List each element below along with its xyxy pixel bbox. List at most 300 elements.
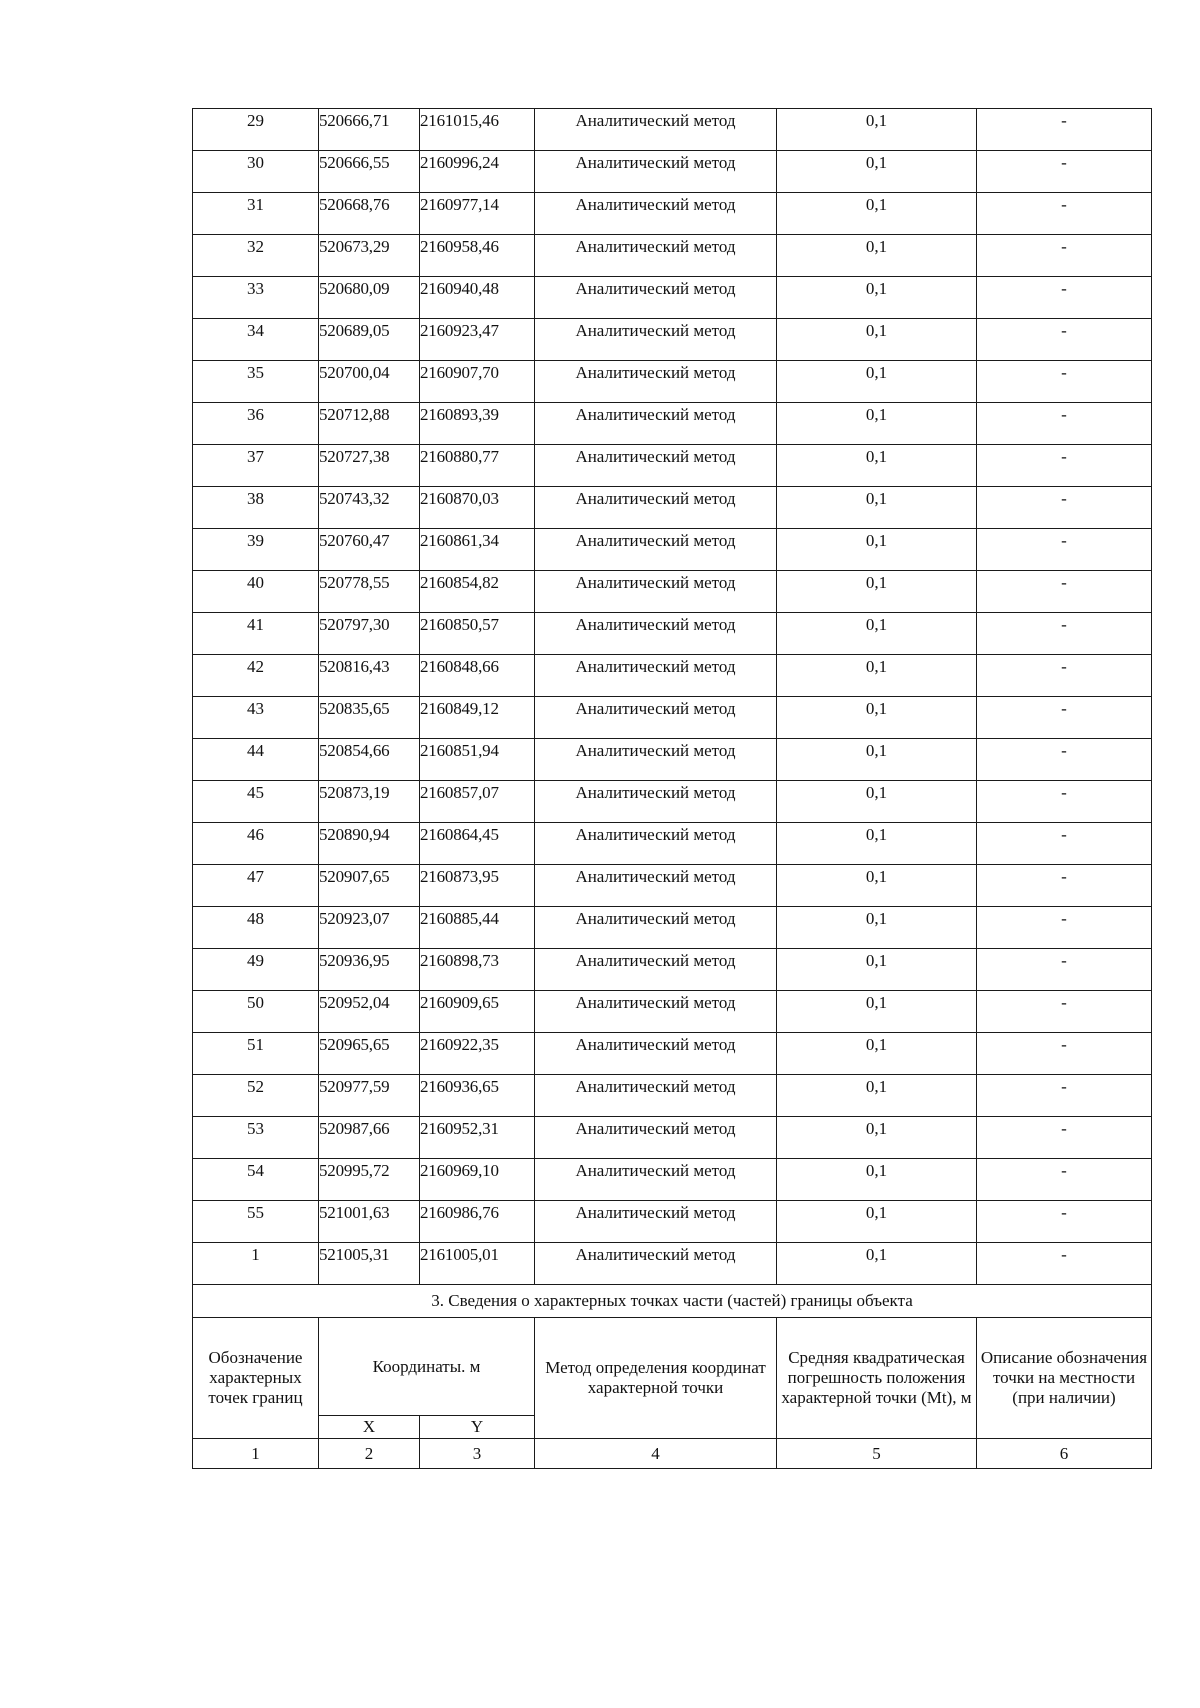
description-cell bbox=[977, 235, 1152, 277]
accuracy-cell-text: 0,1 bbox=[865, 1119, 888, 1138]
point-number bbox=[193, 193, 319, 235]
point-number bbox=[193, 361, 319, 403]
coordinate-y-text: 2160923,47 bbox=[420, 321, 499, 340]
description-cell bbox=[977, 361, 1152, 403]
coordinate-y-text: 2160870,03 bbox=[420, 489, 499, 508]
method-cell bbox=[535, 1243, 777, 1285]
method-cell-text: Аналитический метод bbox=[575, 1161, 736, 1180]
coordinate-x-text: 520668,76 bbox=[319, 195, 390, 214]
method-cell-text: Аналитический метод bbox=[575, 573, 736, 592]
table-row bbox=[193, 907, 1152, 949]
column-number: 5 bbox=[777, 1439, 977, 1469]
coordinate-x bbox=[319, 1075, 420, 1117]
description-cell-text: - bbox=[1061, 1119, 1067, 1138]
description-cell bbox=[977, 403, 1152, 445]
point-number bbox=[193, 865, 319, 907]
coordinate-y-text: 2160857,07 bbox=[420, 783, 499, 802]
description-cell-text: - bbox=[1061, 615, 1067, 634]
description-cell bbox=[977, 1075, 1152, 1117]
coordinate-y-text: 2160952,31 bbox=[420, 1119, 499, 1138]
point-number bbox=[193, 697, 319, 739]
coordinate-x-text: 520923,07 bbox=[319, 909, 390, 928]
method-cell bbox=[535, 991, 777, 1033]
method-cell-text: Аналитический метод bbox=[575, 951, 736, 970]
header-description: Описание обозначения точки на местности (при наличии) bbox=[977, 1318, 1152, 1439]
table-row bbox=[193, 571, 1152, 613]
coordinate-y-text: 2160864,45 bbox=[420, 825, 499, 844]
point-number bbox=[193, 319, 319, 361]
accuracy-cell bbox=[777, 823, 977, 865]
coordinate-x bbox=[319, 1159, 420, 1201]
coordinate-y-text: 2160861,34 bbox=[420, 531, 499, 550]
coordinate-x-text: 521005,31 bbox=[319, 1245, 390, 1264]
coordinate-x-text: 520987,66 bbox=[319, 1119, 390, 1138]
section3-header-row bbox=[193, 1318, 1152, 1416]
coordinate-x bbox=[319, 1117, 420, 1159]
section3-table-body bbox=[193, 1285, 1152, 1469]
method-cell bbox=[535, 865, 777, 907]
method-cell-text: Аналитический метод bbox=[575, 615, 736, 634]
method-cell-text: Аналитический метод bbox=[575, 237, 736, 256]
accuracy-cell-text: 0,1 bbox=[865, 573, 888, 592]
accuracy-cell-text: 0,1 bbox=[865, 1077, 888, 1096]
accuracy-cell bbox=[777, 1033, 977, 1075]
coordinate-x-text: 520689,05 bbox=[319, 321, 390, 340]
method-cell bbox=[535, 1075, 777, 1117]
coordinate-x bbox=[319, 655, 420, 697]
point-number-text: 35 bbox=[247, 363, 264, 382]
description-cell bbox=[977, 1243, 1152, 1285]
point-number-text: 36 bbox=[247, 405, 264, 424]
coordinate-y bbox=[420, 319, 535, 361]
point-number-text: 38 bbox=[247, 489, 264, 508]
description-cell bbox=[977, 781, 1152, 823]
accuracy-cell bbox=[777, 865, 977, 907]
coordinate-y bbox=[420, 235, 535, 277]
table-row bbox=[193, 1159, 1152, 1201]
description-cell-text: - bbox=[1061, 237, 1067, 256]
coordinate-x-text: 520712,88 bbox=[319, 405, 390, 424]
coordinate-x bbox=[319, 949, 420, 991]
point-number bbox=[193, 487, 319, 529]
method-cell bbox=[535, 487, 777, 529]
method-cell bbox=[535, 1201, 777, 1243]
coordinate-y-text: 2160986,76 bbox=[420, 1203, 499, 1222]
point-number bbox=[193, 1117, 319, 1159]
method-cell-text: Аналитический метод bbox=[575, 1245, 736, 1264]
accuracy-cell bbox=[777, 1243, 977, 1285]
accuracy-cell-text: 0,1 bbox=[865, 531, 888, 550]
header-method: Метод определения координат характерной точки bbox=[535, 1318, 777, 1439]
point-number bbox=[193, 109, 319, 151]
description-cell-text: - bbox=[1061, 993, 1067, 1012]
description-cell bbox=[977, 865, 1152, 907]
accuracy-cell-text: 0,1 bbox=[865, 363, 888, 382]
method-cell-text: Аналитический метод bbox=[575, 1035, 736, 1054]
method-cell bbox=[535, 907, 777, 949]
point-number-text: 46 bbox=[247, 825, 264, 844]
coordinate-y bbox=[420, 865, 535, 907]
method-cell-text: Аналитический метод bbox=[575, 657, 736, 676]
description-cell bbox=[977, 277, 1152, 319]
accuracy-cell bbox=[777, 361, 977, 403]
coordinate-x bbox=[319, 865, 420, 907]
coordinate-x-text: 520965,65 bbox=[319, 1035, 390, 1054]
table-row bbox=[193, 487, 1152, 529]
accuracy-cell-text: 0,1 bbox=[865, 951, 888, 970]
coordinate-y bbox=[420, 487, 535, 529]
coordinate-y-text: 2160907,70 bbox=[420, 363, 499, 382]
coordinate-y bbox=[420, 991, 535, 1033]
coordinate-y-text: 2160922,35 bbox=[420, 1035, 499, 1054]
method-cell-text: Аналитический метод bbox=[575, 279, 736, 298]
method-cell bbox=[535, 823, 777, 865]
table-row bbox=[193, 1075, 1152, 1117]
description-cell-text: - bbox=[1061, 1077, 1067, 1096]
method-cell-text: Аналитический метод bbox=[575, 111, 736, 130]
accuracy-cell bbox=[777, 193, 977, 235]
accuracy-cell bbox=[777, 739, 977, 781]
description-cell bbox=[977, 151, 1152, 193]
method-cell-text: Аналитический метод bbox=[575, 1077, 736, 1096]
table-row bbox=[193, 403, 1152, 445]
coordinate-y bbox=[420, 529, 535, 571]
description-cell bbox=[977, 319, 1152, 361]
method-cell bbox=[535, 697, 777, 739]
point-number-text: 40 bbox=[247, 573, 264, 592]
coordinate-y-text: 2160936,65 bbox=[420, 1077, 499, 1096]
method-cell-text: Аналитический метод bbox=[575, 405, 736, 424]
description-cell bbox=[977, 1033, 1152, 1075]
table-row bbox=[193, 865, 1152, 907]
table-row bbox=[193, 991, 1152, 1033]
description-cell-text: - bbox=[1061, 783, 1067, 802]
method-cell bbox=[535, 109, 777, 151]
accuracy-cell-text: 0,1 bbox=[865, 447, 888, 466]
description-cell bbox=[977, 991, 1152, 1033]
method-cell bbox=[535, 1117, 777, 1159]
accuracy-cell bbox=[777, 907, 977, 949]
method-cell-text: Аналитический метод bbox=[575, 993, 736, 1012]
table-row bbox=[193, 319, 1152, 361]
method-cell-text: Аналитический метод bbox=[575, 363, 736, 382]
coordinate-x-text: 520816,43 bbox=[319, 657, 390, 676]
table-row bbox=[193, 781, 1152, 823]
accuracy-cell-text: 0,1 bbox=[865, 993, 888, 1012]
description-cell-text: - bbox=[1061, 405, 1067, 424]
coordinate-x bbox=[319, 1201, 420, 1243]
coordinate-y bbox=[420, 109, 535, 151]
accuracy-cell bbox=[777, 655, 977, 697]
coordinate-x-text: 521001,63 bbox=[319, 1203, 390, 1222]
description-cell-text: - bbox=[1061, 447, 1067, 466]
accuracy-cell-text: 0,1 bbox=[865, 783, 888, 802]
coordinate-x bbox=[319, 487, 420, 529]
method-cell-text: Аналитический метод bbox=[575, 195, 736, 214]
method-cell bbox=[535, 277, 777, 319]
coordinate-x bbox=[319, 991, 420, 1033]
accuracy-cell-text: 0,1 bbox=[865, 909, 888, 928]
accuracy-cell-text: 0,1 bbox=[865, 1035, 888, 1054]
method-cell-text: Аналитический метод bbox=[575, 741, 736, 760]
accuracy-cell-text: 0,1 bbox=[865, 237, 888, 256]
method-cell-text: Аналитический метод bbox=[575, 153, 736, 172]
point-number bbox=[193, 235, 319, 277]
point-number bbox=[193, 1201, 319, 1243]
coordinate-x-text: 520666,55 bbox=[319, 153, 390, 172]
accuracy-cell-text: 0,1 bbox=[865, 615, 888, 634]
coordinate-x bbox=[319, 109, 420, 151]
description-cell bbox=[977, 1201, 1152, 1243]
point-number-text: 37 bbox=[247, 447, 264, 466]
accuracy-cell-text: 0,1 bbox=[865, 405, 888, 424]
table-row bbox=[193, 277, 1152, 319]
point-number bbox=[193, 403, 319, 445]
method-cell-text: Аналитический метод bbox=[575, 783, 736, 802]
coordinate-x bbox=[319, 613, 420, 655]
coordinate-x-text: 520907,65 bbox=[319, 867, 390, 886]
coordinate-y bbox=[420, 1075, 535, 1117]
accuracy-cell-text: 0,1 bbox=[865, 153, 888, 172]
point-number-text: 47 bbox=[247, 867, 264, 886]
point-number-text: 29 bbox=[247, 111, 264, 130]
header-y: Y bbox=[420, 1416, 535, 1439]
coordinate-x bbox=[319, 739, 420, 781]
table-row bbox=[193, 655, 1152, 697]
accuracy-cell bbox=[777, 151, 977, 193]
coordinate-y-text: 2160873,95 bbox=[420, 867, 499, 886]
point-number-text: 31 bbox=[247, 195, 264, 214]
table-row bbox=[193, 445, 1152, 487]
coordinate-x bbox=[319, 1033, 420, 1075]
accuracy-cell-text: 0,1 bbox=[865, 1161, 888, 1180]
description-cell bbox=[977, 907, 1152, 949]
coordinate-y bbox=[420, 1033, 535, 1075]
table-row bbox=[193, 613, 1152, 655]
description-cell-text: - bbox=[1061, 153, 1067, 172]
coordinate-y bbox=[420, 823, 535, 865]
document-page bbox=[192, 108, 1151, 1469]
accuracy-cell bbox=[777, 1117, 977, 1159]
accuracy-cell-text: 0,1 bbox=[865, 657, 888, 676]
coordinate-y bbox=[420, 1159, 535, 1201]
method-cell-text: Аналитический метод bbox=[575, 1119, 736, 1138]
point-number bbox=[193, 781, 319, 823]
description-cell bbox=[977, 571, 1152, 613]
method-cell bbox=[535, 445, 777, 487]
coordinate-x-text: 520995,72 bbox=[319, 1161, 390, 1180]
coordinate-x bbox=[319, 361, 420, 403]
method-cell-text: Аналитический метод bbox=[575, 531, 736, 550]
coordinate-x-text: 520727,38 bbox=[319, 447, 390, 466]
description-cell-text: - bbox=[1061, 657, 1067, 676]
point-number bbox=[193, 277, 319, 319]
accuracy-cell bbox=[777, 529, 977, 571]
description-cell-text: - bbox=[1061, 1203, 1067, 1222]
method-cell-text: Аналитический метод bbox=[575, 867, 736, 886]
coordinate-y bbox=[420, 907, 535, 949]
coordinate-x bbox=[319, 907, 420, 949]
description-cell-text: - bbox=[1061, 195, 1067, 214]
method-cell bbox=[535, 655, 777, 697]
table-row bbox=[193, 193, 1152, 235]
method-cell-text: Аналитический метод bbox=[575, 699, 736, 718]
coordinate-y-text: 2160848,66 bbox=[420, 657, 499, 676]
description-cell-text: - bbox=[1061, 1245, 1067, 1264]
point-number-text: 54 bbox=[247, 1161, 264, 1180]
point-number-text: 41 bbox=[247, 615, 264, 634]
coordinate-x-text: 520890,94 bbox=[319, 825, 390, 844]
point-number bbox=[193, 1243, 319, 1285]
coordinate-x bbox=[319, 151, 420, 193]
coordinate-y-text: 2160849,12 bbox=[420, 699, 499, 718]
description-cell-text: - bbox=[1061, 951, 1067, 970]
coordinate-y bbox=[420, 1201, 535, 1243]
description-cell bbox=[977, 655, 1152, 697]
point-number bbox=[193, 445, 319, 487]
coordinate-x-text: 520673,29 bbox=[319, 237, 390, 256]
coordinate-x-text: 520936,95 bbox=[319, 951, 390, 970]
coordinate-x-text: 520666,71 bbox=[319, 111, 390, 130]
coordinate-x-text: 520700,04 bbox=[319, 363, 390, 382]
accuracy-cell bbox=[777, 445, 977, 487]
coordinate-x-text: 520873,19 bbox=[319, 783, 390, 802]
description-cell bbox=[977, 739, 1152, 781]
point-number-text: 1 bbox=[251, 1245, 260, 1264]
point-number-text: 51 bbox=[247, 1035, 264, 1054]
point-number bbox=[193, 739, 319, 781]
method-cell-text: Аналитический метод bbox=[575, 1203, 736, 1222]
point-number-text: 33 bbox=[247, 279, 264, 298]
method-cell bbox=[535, 319, 777, 361]
coordinate-x bbox=[319, 193, 420, 235]
point-number bbox=[193, 949, 319, 991]
point-number-text: 48 bbox=[247, 909, 264, 928]
coordinate-y bbox=[420, 1117, 535, 1159]
coordinate-y bbox=[420, 277, 535, 319]
method-cell-text: Аналитический метод bbox=[575, 825, 736, 844]
accuracy-cell-text: 0,1 bbox=[865, 741, 888, 760]
coordinate-y bbox=[420, 1243, 535, 1285]
table-row bbox=[193, 823, 1152, 865]
accuracy-cell bbox=[777, 1201, 977, 1243]
coordinate-y bbox=[420, 613, 535, 655]
coordinate-x-text: 520760,47 bbox=[319, 531, 390, 550]
point-number bbox=[193, 613, 319, 655]
description-cell-text: - bbox=[1061, 699, 1067, 718]
point-number bbox=[193, 571, 319, 613]
point-number-text: 42 bbox=[247, 657, 264, 676]
point-number-text: 30 bbox=[247, 153, 264, 172]
description-cell-text: - bbox=[1061, 741, 1067, 760]
description-cell bbox=[977, 823, 1152, 865]
description-cell bbox=[977, 445, 1152, 487]
point-number-text: 43 bbox=[247, 699, 264, 718]
table-row bbox=[193, 949, 1152, 991]
accuracy-cell bbox=[777, 571, 977, 613]
coordinate-y-text: 2160880,77 bbox=[420, 447, 499, 466]
accuracy-cell-text: 0,1 bbox=[865, 825, 888, 844]
method-cell bbox=[535, 151, 777, 193]
description-cell-text: - bbox=[1061, 867, 1067, 886]
description-cell-text: - bbox=[1061, 489, 1067, 508]
column-number: 1 bbox=[193, 1439, 319, 1469]
method-cell bbox=[535, 403, 777, 445]
table-row bbox=[193, 1033, 1152, 1075]
method-cell bbox=[535, 235, 777, 277]
coordinate-y-text: 2160885,44 bbox=[420, 909, 499, 928]
method-cell bbox=[535, 1033, 777, 1075]
description-cell-text: - bbox=[1061, 111, 1067, 130]
accuracy-cell-text: 0,1 bbox=[865, 867, 888, 886]
accuracy-cell-text: 0,1 bbox=[865, 195, 888, 214]
coordinate-y-text: 2160851,94 bbox=[420, 741, 499, 760]
coordinate-y bbox=[420, 361, 535, 403]
point-number bbox=[193, 991, 319, 1033]
description-cell-text: - bbox=[1061, 363, 1067, 382]
coordinate-y bbox=[420, 781, 535, 823]
point-number bbox=[193, 823, 319, 865]
coordinate-x bbox=[319, 277, 420, 319]
coordinate-y bbox=[420, 739, 535, 781]
table-row bbox=[193, 1117, 1152, 1159]
accuracy-cell bbox=[777, 277, 977, 319]
column-number: 6 bbox=[977, 1439, 1152, 1469]
description-cell bbox=[977, 697, 1152, 739]
accuracy-cell bbox=[777, 613, 977, 655]
accuracy-cell bbox=[777, 235, 977, 277]
table-row bbox=[193, 1201, 1152, 1243]
boundary-points-table bbox=[192, 108, 1152, 1469]
point-number-text: 32 bbox=[247, 237, 264, 256]
description-cell bbox=[977, 949, 1152, 991]
method-cell-text: Аналитический метод bbox=[575, 909, 736, 928]
coordinate-y bbox=[420, 697, 535, 739]
point-number bbox=[193, 151, 319, 193]
coordinate-x bbox=[319, 571, 420, 613]
point-number-text: 55 bbox=[247, 1203, 264, 1222]
description-cell-text: - bbox=[1061, 1161, 1067, 1180]
description-cell-text: - bbox=[1061, 909, 1067, 928]
method-cell bbox=[535, 781, 777, 823]
point-number bbox=[193, 1075, 319, 1117]
accuracy-cell-text: 0,1 bbox=[865, 1203, 888, 1222]
table-row bbox=[193, 697, 1152, 739]
coordinate-x-text: 520778,55 bbox=[319, 573, 390, 592]
accuracy-cell bbox=[777, 991, 977, 1033]
point-number bbox=[193, 1033, 319, 1075]
point-number-text: 49 bbox=[247, 951, 264, 970]
accuracy-cell bbox=[777, 781, 977, 823]
header-designation: Обозначение характерных точек границ bbox=[193, 1318, 319, 1439]
coordinate-x bbox=[319, 781, 420, 823]
table-row bbox=[193, 235, 1152, 277]
coordinate-x bbox=[319, 403, 420, 445]
method-cell bbox=[535, 949, 777, 991]
description-cell-text: - bbox=[1061, 573, 1067, 592]
coordinate-y bbox=[420, 949, 535, 991]
coordinate-x-text: 520952,04 bbox=[319, 993, 390, 1012]
accuracy-cell-text: 0,1 bbox=[865, 699, 888, 718]
description-cell-text: - bbox=[1061, 321, 1067, 340]
coordinate-y-text: 2161005,01 bbox=[420, 1245, 499, 1264]
coordinate-y bbox=[420, 193, 535, 235]
description-cell-text: - bbox=[1061, 825, 1067, 844]
description-cell bbox=[977, 613, 1152, 655]
accuracy-cell bbox=[777, 319, 977, 361]
accuracy-cell-text: 0,1 bbox=[865, 489, 888, 508]
column-number: 4 bbox=[535, 1439, 777, 1469]
